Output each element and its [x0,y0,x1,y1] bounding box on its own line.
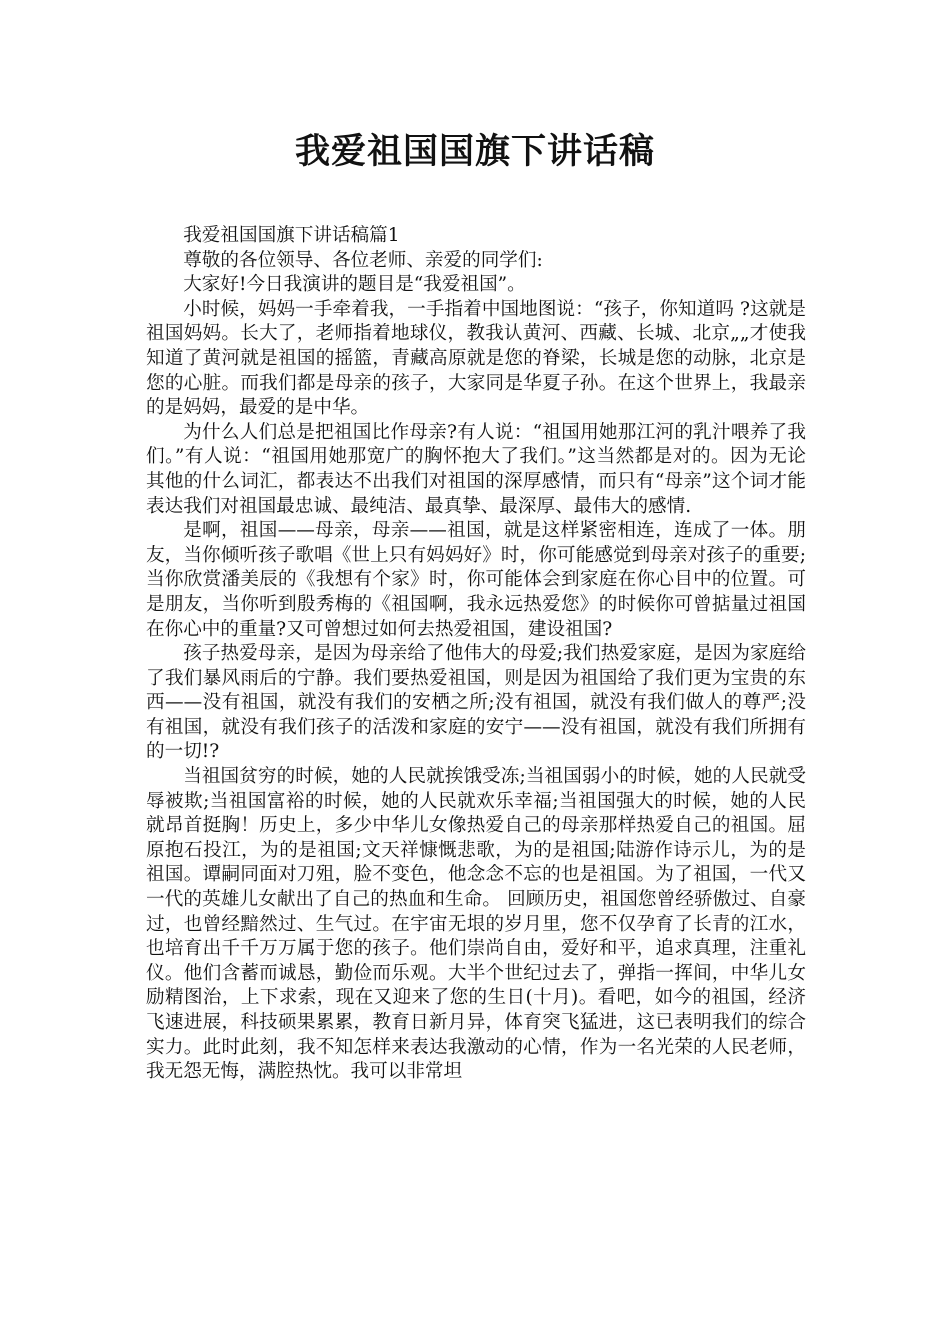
page-title: 我爱祖国国旗下讲话稿 [294,132,655,172]
opening-line: 大家好!今日我演讲的题目是“我爱祖国”。 [183,274,526,296]
paragraph-mother-metaphor: 为什么人们总是把祖国比作母亲?有人说：“祖国用她那江河的乳汁喂养了我们。”有人说：“祖国用她那宽广的胸怀抱大了我们。”这当然都是对的。因为无论其他的什么词汇，都表达不出我们对祖国的深厚感情，而只有“母亲”这个词才能表达我们对祖国最忠诚、最纯洁、最真挚、最深厚、最伟大的感情. [146,421,806,517]
salutation: 尊敬的各位领导、各位老师、亲爱的同学们: [183,249,543,271]
paragraph-connection: 是啊，祖国——母亲，母亲——祖国，就是这样紧密相连，连成了一体。朋友，当你倾听孩子歌唱《世上只有妈妈好》时，你可能感觉到母亲对孩子的重要;当你欣赏潘美辰的《我想有个家》时，你可能体会到家庭在你心目中的位置。可是朋友，当你听到殷秀梅的《祖国啊，我永远热爱您》的时候你可曾掂量过祖国在你心中的重量?又可曾想过如何去热爱祖国，建设祖国? [146,520,806,640]
paragraph-history: 当祖国贫穷的时候，她的人民就挨饿受冻;当祖国弱小的时候，她的人民就受辱被欺;当祖国富裕的时候，她的人民就欢乐幸福;当祖国强大的时候，她的人民就昂首挺胸！历史上，多少中华儿女像热爱自己的母亲那样热爱自己的祖国。屈原抱石投江，为的是祖国;文天祥慷慨悲歌，为的是祖国;陆游作诗示儿，为的是祖国。谭嗣同面对刀殂，脸不变色，他念念不忘的也是祖国。为了祖国，一代又一代的英雄儿女献出了自己的热血和生命。 回顾历史，祖国您曾经骄傲过、自豪过，也曾经黯然过、生气过。在宇宙无垠的岁月里，您不仅孕育了长青的江水，也培育出千千万万属于您的孩子。他们崇尚自由，爱好和平，追求真理，注重礼仪。他们含蓄而诚恳，勤俭而乐观。大半个世纪过去了，弹指一挥间，中华儿女励精图治，上下求索，现在又迎来了您的生日(十月)。看吧，如今的祖国，经济飞速进展，科技硕果累累，教育日新月异，体育突飞猛进，这已表明我们的综合实力。此时此刻，我不知怎样来表达我激动的心情，作为一名光荣的人民老师，我无怨无悔，满腔热忱。我可以非常坦 [146,766,806,1083]
document-body [146,224,806,1085]
paragraph-why-love: 孩子热爱母亲，是因为母亲给了他伟大的母爱;我们热爱家庭，是因为家庭给了我们暴风雨后的宁静。我们要热爱祖国，则是因为祖国给了我们更为宝贵的东西——没有祖国，就没有我们的安栖之所;没有祖国，就没有我们做人的尊严;没有祖国，就没有我们孩子的活泼和家庭的安宁——没有祖国，就没有我们所拥有的一切!? [146,643,806,763]
paragraph-childhood: 小时候，妈妈一手牵着我，一手指着中国地图说：“孩子，你知道吗 ?这就是祖国妈妈。长大了，老师指着地球仪，教我认黄河、西藏、长城、北京„„才使我知道了黄河就是祖国的摇篮，青藏高原就是您的脊梁，长城是您的动脉，北京是您的心脏。而我们都是母亲的孩子，大家同是华夏子孙。在这个世界上，我最亲的是妈妈，最爱的是中华。 [146,298,806,419]
section-heading: 我爱祖国国旗下讲话稿篇1 [183,225,400,246]
